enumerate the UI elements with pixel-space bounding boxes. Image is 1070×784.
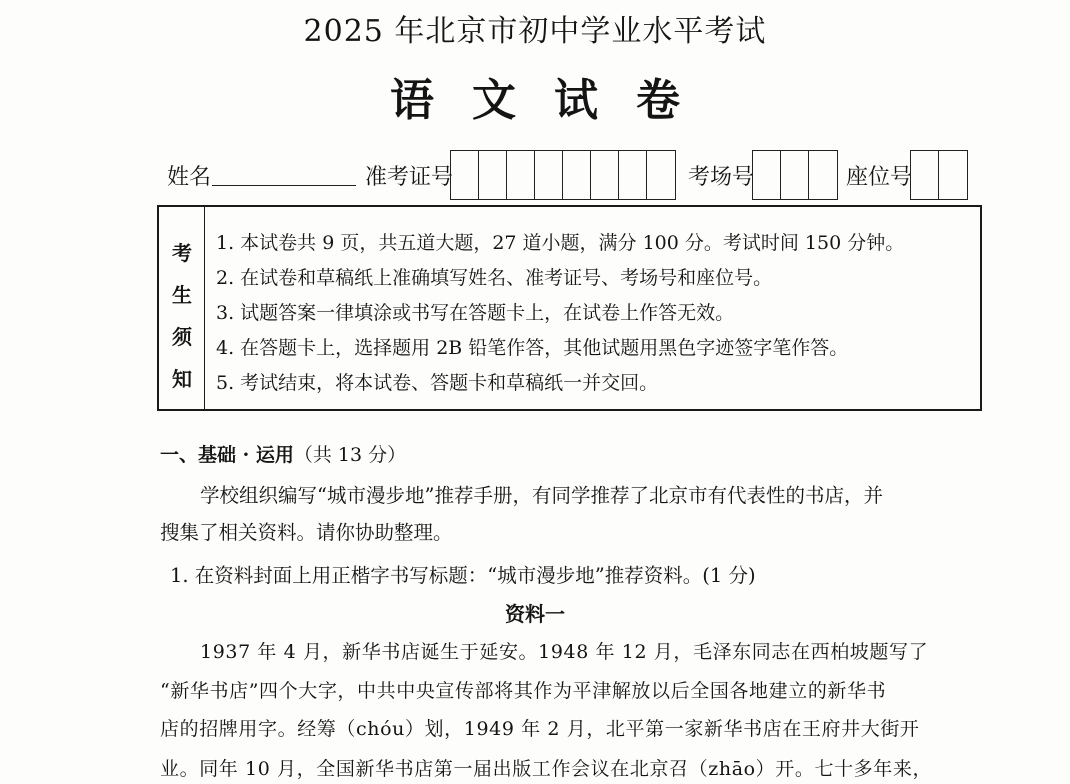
section-title: 一、基础 · 运用 [160, 444, 294, 466]
notice-item: 4. 在答题卡上，选择题用 2B 铅笔作答，其他试题用黑色字迹签字笔作答。 [216, 337, 849, 359]
material-line: 店的招牌用字。经筹（chóu）划，1949 年 2 月，北平第一家新华书店在王府井大街开 [160, 718, 920, 740]
exam-room-boxes[interactable] [752, 150, 838, 200]
seat-label: 座位号 [846, 165, 913, 190]
material-line: 业。同年 10 月，全国新华书店第一届出版工作会议在北京召（zhāo）开。七十多年来， [160, 758, 933, 780]
section-heading [160, 440, 406, 467]
exam-number-cell[interactable] [647, 151, 675, 199]
notice-item: 2. 在试卷和草稿纸上准确填写姓名、准考证号、考场号和座位号。 [216, 267, 773, 289]
name-label: 姓名 [167, 165, 212, 190]
exam-number-cell[interactable] [479, 151, 507, 199]
subject-title: 语文试卷 [390, 75, 718, 126]
exam-room-cell[interactable] [781, 151, 809, 199]
notice-side-char: 考 [172, 241, 192, 265]
notice-list [216, 231, 904, 406]
notice-side-char: 知 [172, 367, 192, 391]
question-1: 1. 在资料封面上用正楷字书写标题：“城市漫步地”推荐资料。(1 分) [170, 564, 756, 587]
material-line: “新华书店”四个大字，中共中央宣传部将其作为平津解放以后全国各地建立的新华书 [160, 680, 887, 702]
material-line: 1937 年 4 月，新华书店诞生于延安。1948 年 12 月，毛泽东同志在西柏坡题写了 [200, 641, 929, 663]
notice-item: 3. 试题答案一律填涂或书写在答题卡上，在试卷上作答无效。 [216, 302, 735, 324]
exam-room-label: 考场号 [688, 165, 755, 190]
exam-number-label: 准考证号 [365, 165, 454, 190]
exam-title: 2025 年北京市初中学业水平考试 [303, 14, 767, 49]
section-score: （共 13 分） [293, 444, 407, 466]
name-field[interactable] [212, 185, 356, 186]
exam-number-cell[interactable] [535, 151, 563, 199]
notice-side-char: 生 [172, 283, 192, 307]
notice-side-char: 须 [172, 325, 192, 349]
exam-room-cell[interactable] [753, 151, 781, 199]
seat-cell[interactable] [939, 151, 967, 199]
seat-boxes[interactable] [910, 150, 968, 200]
exam-number-cell[interactable] [563, 151, 591, 199]
exam-room-cell[interactable] [809, 151, 837, 199]
exam-number-cell[interactable] [619, 151, 647, 199]
seat-cell[interactable] [911, 151, 939, 199]
notice-item: 5. 考试结束，将本试卷、答题卡和草稿纸一并交回。 [216, 372, 659, 394]
notice-side-label [159, 207, 205, 409]
exam-number-cell[interactable] [451, 151, 479, 199]
exam-number-boxes[interactable] [450, 150, 676, 200]
section-intro-line: 学校组织编写“城市漫步地”推荐手册，有同学推荐了北京市有代表性的书店，并 [200, 484, 883, 507]
exam-number-cell[interactable] [507, 151, 535, 199]
material-title: 资料一 [505, 602, 565, 626]
section-intro-line: 搜集了相关资料。请你协助整理。 [160, 521, 453, 544]
notice-item: 1. 本试卷共 9 页，共五道大题，27 道小题，满分 100 分。考试时间 150 分钟。 [216, 232, 905, 254]
exam-number-cell[interactable] [591, 151, 619, 199]
candidate-notice-box [157, 205, 982, 411]
